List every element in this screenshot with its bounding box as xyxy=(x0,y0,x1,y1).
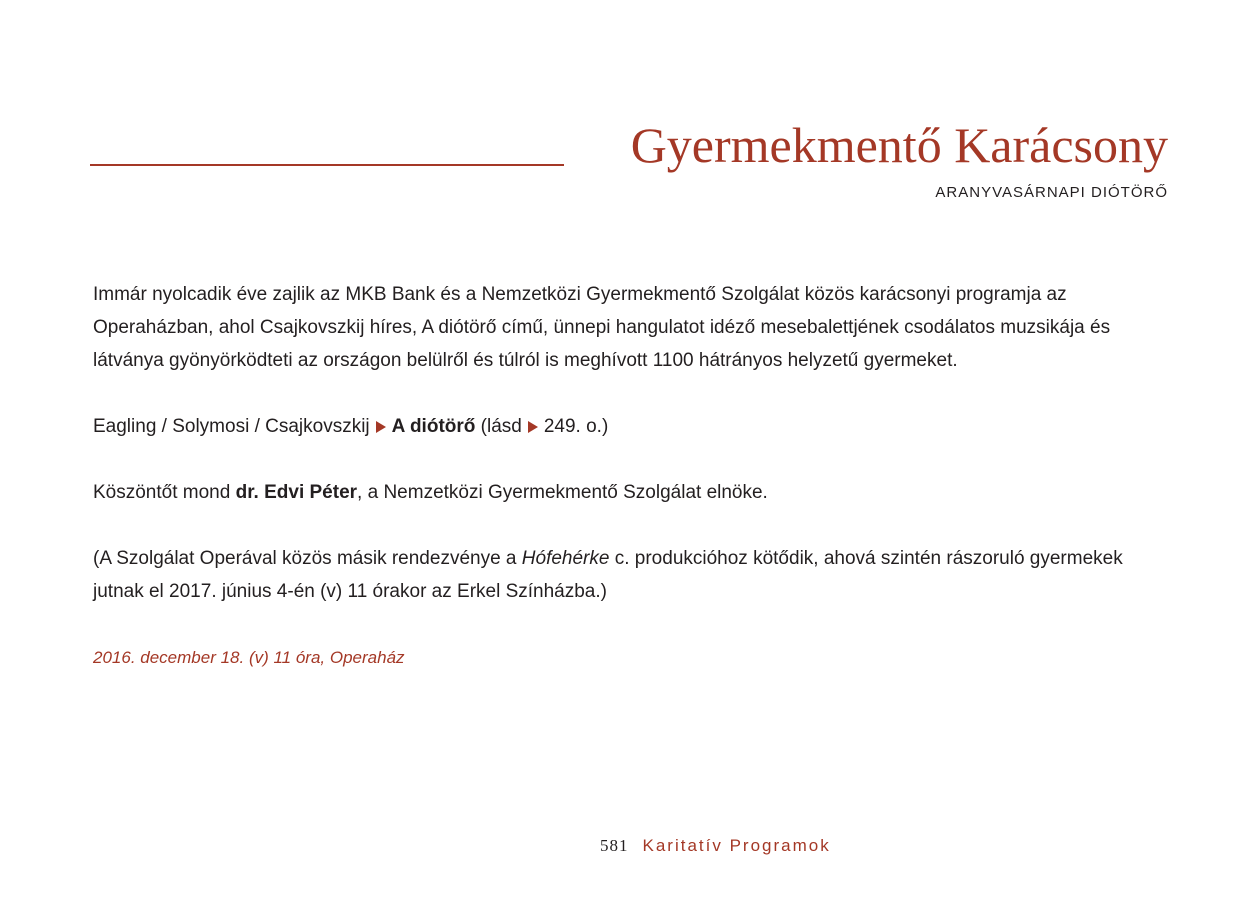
intro-paragraph: Immár nyolcadik éve zajlik az MKB Bank és a Nemzetközi Gyermekmentő Szolgálat közös karácsonyi programja az Operaházban, ahol Csajkovszkij híres, A diótörő című, ünnepi hangulatot idéző mesebalettjének csodálatos muzsikája és látványa gyönyörködteti az országon belülről és túlról is meghívott 1100 hátrányos helyzetű gyermeket. xyxy=(93,284,1111,371)
note-after: c. produkcióhoz kötődik, ahová szintén rászoruló gyermekek jutnak el 2017. június 4-én (v) 11 órakor az Erkel Színházba.) xyxy=(93,548,1123,602)
header-rule xyxy=(90,164,564,166)
speaker-name: dr. Edvi Péter xyxy=(235,482,358,503)
greeting-line xyxy=(93,476,1173,509)
work-title-link[interactable]: A diótörő xyxy=(391,416,476,437)
main-content xyxy=(93,278,1173,674)
reference-page: 249. o.) xyxy=(543,416,609,437)
credits-line xyxy=(93,410,1173,443)
page-title: Gyermekmentő Karácsony xyxy=(630,117,1168,173)
reference-prefix: (lásd xyxy=(480,416,522,437)
note-before: (A Szolgálat Operával közös másik rendezvénye a xyxy=(93,548,522,569)
greeting-after: , a Nemzetközi Gyermekmentő Szolgálat elnöke. xyxy=(357,482,768,503)
page-number: 581 xyxy=(600,836,629,855)
greeting-before: Köszöntőt mond xyxy=(93,482,236,503)
note-paragraph xyxy=(93,542,1173,608)
page-subtitle: ARANYVASÁRNAPI DIÓTÖRŐ xyxy=(935,184,1168,201)
credits-authors: Eagling / Solymosi / Csajkovszkij xyxy=(93,416,370,437)
page-footer xyxy=(600,836,831,856)
right-triangle-icon xyxy=(528,421,538,433)
right-triangle-icon xyxy=(376,421,386,433)
event-date: 2016. december 18. (v) 11 óra, Operaház xyxy=(93,648,405,667)
section-name: Karitatív Programok xyxy=(642,836,831,855)
note-production-title: Hófehérke xyxy=(521,548,610,569)
